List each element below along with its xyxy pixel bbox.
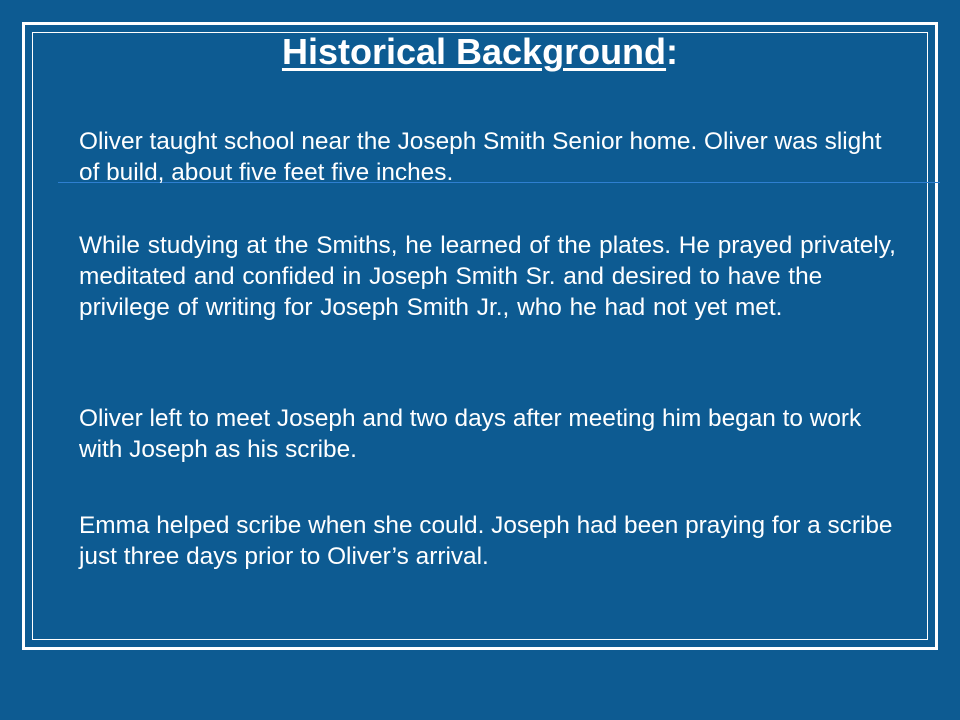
slide-title-text: Historical Background [281,31,667,72]
slide-title [0,28,960,76]
slide-title-colon: : [666,31,679,72]
paragraph-oliver-teacher: Oliver taught school near the Joseph Smith Senior home. Oliver was slight of build, about five feet five inches. [79,128,882,186]
paragraph-emma-scribe: Emma helped scribe when she could. Joseph had been praying for a scribe just three days prior to Oliver’s arrival. [79,512,893,570]
paragraph-became-scribe: Oliver left to meet Joseph and two days after meeting him began to work with Joseph as his scribe. [79,405,862,463]
paragraph-learned-of-plates: While studying at the Smiths, he learned of the plates. He prayed privately, meditated and confided in Joseph Smith Sr. and desired to have the privilege of writing for Joseph Smith Jr., who he had not yet met. [79,232,896,321]
